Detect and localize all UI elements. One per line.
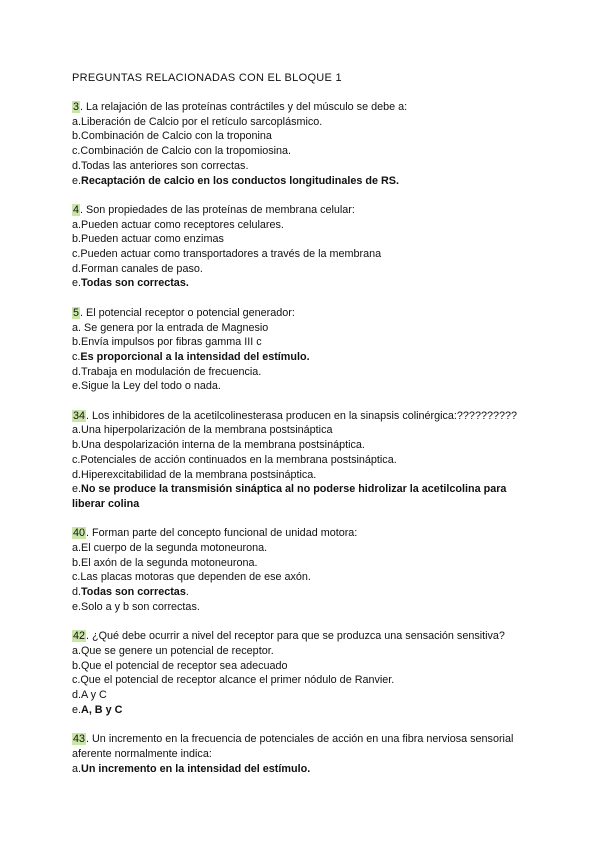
answer-option: [72, 247, 532, 262]
option-letter: c.: [72, 350, 81, 363]
answer-option: [72, 585, 532, 600]
option-letter: c.: [72, 674, 81, 687]
option-letter: d.: [72, 586, 82, 599]
question-stem: [72, 409, 532, 424]
question-stem: [72, 100, 532, 115]
option-text: Potenciales de acción continuados en la membrana postsináptica.: [80, 453, 397, 466]
option-letter: a.: [72, 115, 82, 128]
option-text: Hiperexcitabilidad de la membrana postsináptica.: [81, 468, 317, 481]
question-stem: [72, 306, 532, 321]
option-letter: d.: [72, 365, 82, 378]
question-text: . ¿Qué debe ocurrir a nivel del receptor para que se produzca una sensación sensitiva?: [86, 630, 505, 643]
answer-option: [72, 232, 532, 247]
answer-option: [72, 644, 532, 659]
option-letter: e.: [72, 174, 82, 187]
option-text: Una hiperpolarización de la membrana postsináptica: [81, 424, 333, 437]
option-text-correct: Todas son correctas.: [81, 277, 189, 290]
answer-option: [72, 350, 532, 365]
answer-option: [72, 659, 532, 674]
option-text: Liberación de Calcio por el retículo sarcoplásmico.: [81, 115, 323, 128]
answer-option: [72, 688, 532, 703]
question-text: . Forman parte del concepto funcional de unidad motora:: [86, 527, 358, 540]
question-stem: [72, 203, 532, 218]
question-stem: [72, 629, 532, 644]
option-text: Se genera por la entrada de Magnesio: [81, 321, 269, 334]
question-43: [72, 732, 532, 776]
question-text: . Son propiedades de las proteínas de membrana celular:: [80, 203, 355, 216]
option-text-correct: No se produce la transmisión sináptica al no poderse hidrolizar la acetilcolina para liberar colina: [72, 483, 507, 510]
option-text: Que el potencial de receptor alcance el primer nódulo de Ranvier.: [80, 674, 395, 687]
question-40: [72, 526, 532, 614]
option-letter: b.: [72, 336, 82, 349]
option-suffix: .: [185, 586, 189, 599]
question-number: 4: [73, 203, 80, 216]
question-number: 42: [73, 630, 86, 643]
answer-option: [72, 379, 532, 394]
answer-option: [72, 144, 532, 159]
answer-option: [72, 600, 532, 615]
option-text: Pueden actuar como transportadores a través de la membrana: [80, 248, 382, 261]
question-text: . Un incremento en la frecuencia de potenciales de acción en una fibra nerviosa sensorial aferente normalmente indica:: [72, 733, 514, 760]
option-text: Forman canales de paso.: [81, 262, 203, 275]
answer-option: [72, 673, 532, 688]
answer-option: [72, 423, 532, 438]
option-letter: a.: [72, 542, 82, 555]
option-letter: a.: [72, 321, 82, 334]
answer-option: [72, 453, 532, 468]
option-letter: c.: [72, 248, 81, 261]
question-text: . La relajación de las proteínas contráctiles y del músculo se debe a:: [80, 101, 408, 113]
answer-option: [72, 468, 532, 483]
option-letter: d.: [72, 159, 82, 172]
option-letter: b.: [72, 659, 82, 672]
question-stem: [72, 732, 532, 761]
option-text: Envía impulsos por fibras gamma III c: [81, 336, 262, 349]
question-number: 40: [73, 527, 86, 540]
option-letter: d.: [72, 262, 82, 275]
option-letter: d.: [72, 468, 82, 481]
answer-option: [72, 541, 532, 556]
question-34: [72, 409, 532, 512]
answer-option: [72, 115, 532, 130]
option-letter: c.: [72, 571, 81, 584]
answer-option: [72, 335, 532, 350]
page-title: PREGUNTAS RELACIONADAS CON EL BLOQUE 1: [72, 72, 342, 84]
option-text: Sigue la Ley del todo o nada.: [81, 380, 221, 393]
option-letter: a.: [72, 218, 82, 231]
option-letter: d.: [72, 689, 82, 702]
answer-option: [72, 174, 532, 189]
question-number: 5: [73, 306, 80, 319]
answer-option: [72, 218, 532, 233]
option-letter: c.: [72, 453, 81, 466]
option-text: Combinación de Calcio con la troponina: [81, 130, 272, 143]
question-4: [72, 203, 532, 291]
question-list: [72, 100, 532, 791]
option-letter: a.: [72, 644, 82, 657]
question-42: [72, 629, 532, 717]
question-number: 43: [73, 733, 86, 746]
option-letter: b.: [72, 233, 82, 246]
option-text-correct: Es proporcional a la intensidad del estímulo.: [80, 350, 310, 363]
answer-option: [72, 762, 532, 777]
answer-option: [72, 276, 532, 291]
option-text: El axón de la segunda motoneurona.: [81, 556, 258, 569]
option-text: Solo a y b son correctas.: [81, 600, 200, 613]
option-text: Pueden actuar como receptores celulares.: [81, 218, 284, 231]
answer-option: [72, 365, 532, 380]
question-text: . Los inhibidores de la acetilcolinesterasa producen en la sinapsis colinérgica:??????????: [86, 409, 517, 422]
answer-option: [72, 438, 532, 453]
answer-option: [72, 703, 532, 718]
option-letter: e.: [72, 703, 82, 716]
answer-option: [72, 570, 532, 585]
option-letter: e.: [72, 277, 82, 290]
question-stem: [72, 526, 532, 541]
option-text: Una despolarización interna de la membrana postsináptica.: [81, 439, 365, 452]
option-letter: a.: [72, 424, 82, 437]
option-text: Combinación de Calcio con la tropomiosina.: [80, 145, 292, 158]
question-5: [72, 306, 532, 394]
answer-option: [72, 556, 532, 571]
option-text: Que el potencial de receptor sea adecuado: [81, 659, 288, 672]
option-letter: b.: [72, 556, 82, 569]
option-text: El cuerpo de la segunda motoneurona.: [81, 542, 268, 555]
option-text: Trabaja en modulación de frecuencia.: [81, 365, 262, 378]
question-number: 3: [73, 101, 80, 113]
answer-option: [72, 262, 532, 277]
option-text: Que se genere un potencial de receptor.: [81, 644, 274, 657]
option-letter: c.: [72, 145, 81, 158]
answer-option: [72, 482, 532, 511]
option-text-correct: Un incremento en la intensidad del estímulo.: [81, 762, 311, 775]
answer-option: [72, 321, 532, 336]
option-text: A y C: [81, 689, 107, 702]
option-text-correct: Recaptación de calcio en los conductos longitudinales de RS.: [81, 174, 399, 187]
question-number: 34: [73, 409, 86, 422]
answer-option: [72, 129, 532, 144]
option-letter: b.: [72, 130, 82, 143]
answer-option: [72, 159, 532, 174]
option-letter: e.: [72, 380, 82, 393]
option-text-correct: Todas son correctas: [81, 586, 186, 599]
option-letter: b.: [72, 439, 82, 452]
option-letter: e.: [72, 600, 82, 613]
question-text: . El potencial receptor o potencial generador:: [80, 306, 295, 319]
option-text-correct: A, B y C: [81, 703, 123, 716]
option-text: Las placas motoras que dependen de ese axón.: [80, 571, 311, 584]
option-text: Pueden actuar como enzimas: [81, 233, 224, 246]
question-3: [72, 100, 532, 188]
option-letter: e.: [72, 483, 82, 496]
option-letter: a.: [72, 762, 82, 775]
option-text: Todas las anteriores son correctas.: [81, 159, 249, 172]
